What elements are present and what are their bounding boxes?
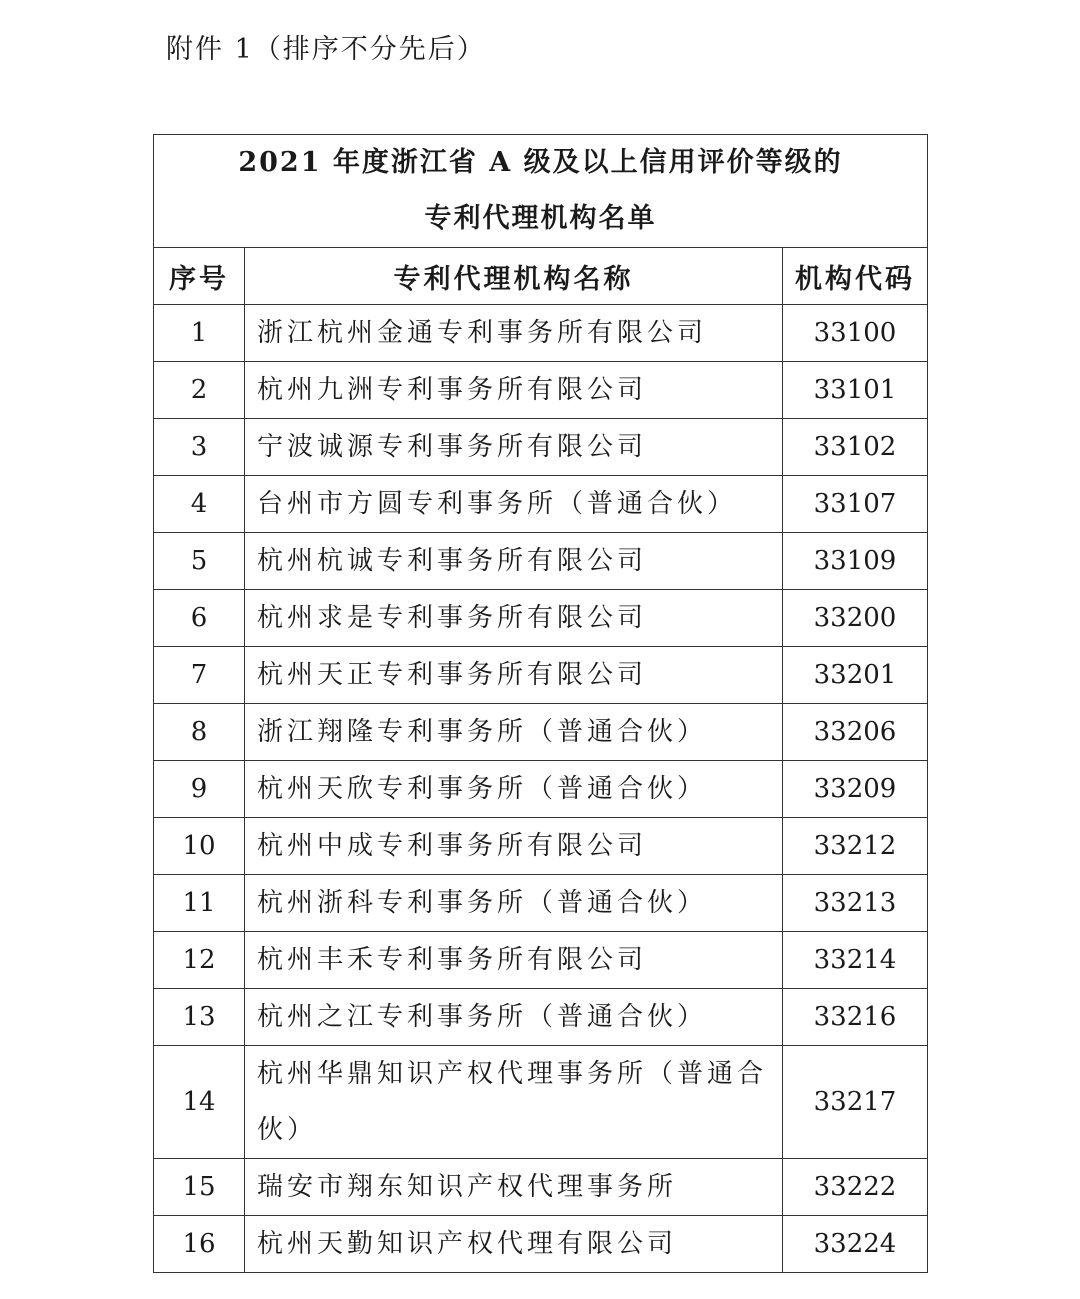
header-name: 专利代理机构名称	[245, 248, 783, 305]
table-row	[154, 533, 928, 590]
row-code: 33209	[783, 761, 928, 818]
table-title-line-1: 2021 年度浙江省 A 级及以上信用评价等级的	[238, 147, 843, 178]
table-title	[154, 135, 928, 248]
table-row	[154, 590, 928, 647]
row-seq: 12	[154, 932, 245, 989]
row-code: 33214	[783, 932, 928, 989]
row-code: 33213	[783, 875, 928, 932]
table-title-line-2: 专利代理机构名单	[424, 203, 657, 234]
header-row	[154, 248, 928, 305]
row-seq: 16	[154, 1216, 245, 1273]
row-code: 33216	[783, 989, 928, 1046]
row-seq: 11	[154, 875, 245, 932]
row-name: 杭州杭诚专利事务所有限公司	[245, 533, 783, 590]
table-row	[154, 1216, 928, 1273]
row-name: 杭州天欣专利事务所（普通合伙）	[245, 761, 783, 818]
row-name: 杭州华鼎知识产权代理事务所（普通合伙）	[245, 1046, 783, 1159]
table-row	[154, 818, 928, 875]
row-code: 33224	[783, 1216, 928, 1273]
attachment-label: 附件 1（排序不分先后）	[166, 34, 486, 65]
row-name: 浙江翔隆专利事务所（普通合伙）	[245, 704, 783, 761]
row-seq: 1	[154, 305, 245, 362]
table-row	[154, 647, 928, 704]
row-code: 33217	[783, 1046, 928, 1159]
table-row	[154, 989, 928, 1046]
row-name: 瑞安市翔东知识产权代理事务所	[245, 1159, 783, 1216]
header-code: 机构代码	[783, 248, 928, 305]
row-name: 宁波诚源专利事务所有限公司	[245, 419, 783, 476]
agency-table	[153, 134, 928, 1273]
header-seq: 序号	[154, 248, 245, 305]
row-code: 33109	[783, 533, 928, 590]
row-seq: 3	[154, 419, 245, 476]
row-code: 33200	[783, 590, 928, 647]
row-code: 33100	[783, 305, 928, 362]
row-name: 杭州九洲专利事务所有限公司	[245, 362, 783, 419]
row-seq: 7	[154, 647, 245, 704]
row-name: 杭州丰禾专利事务所有限公司	[245, 932, 783, 989]
table-row	[154, 932, 928, 989]
table-row	[154, 419, 928, 476]
row-code: 33206	[783, 704, 928, 761]
table-row	[154, 305, 928, 362]
row-seq: 4	[154, 476, 245, 533]
row-name: 杭州之江专利事务所（普通合伙）	[245, 989, 783, 1046]
row-seq: 9	[154, 761, 245, 818]
row-seq: 8	[154, 704, 245, 761]
row-seq: 13	[154, 989, 245, 1046]
row-seq: 2	[154, 362, 245, 419]
table-row	[154, 362, 928, 419]
row-code: 33107	[783, 476, 928, 533]
table-row	[154, 1046, 928, 1159]
row-code: 33102	[783, 419, 928, 476]
table-row	[154, 476, 928, 533]
row-seq: 10	[154, 818, 245, 875]
row-code: 33212	[783, 818, 928, 875]
row-seq: 14	[154, 1046, 245, 1159]
row-name: 杭州天勤知识产权代理有限公司	[245, 1216, 783, 1273]
row-seq: 5	[154, 533, 245, 590]
row-name: 浙江杭州金通专利事务所有限公司	[245, 305, 783, 362]
row-code: 33101	[783, 362, 928, 419]
row-name: 杭州中成专利事务所有限公司	[245, 818, 783, 875]
row-name: 台州市方圆专利事务所（普通合伙）	[245, 476, 783, 533]
row-seq: 15	[154, 1159, 245, 1216]
table-row	[154, 875, 928, 932]
row-name: 杭州浙科专利事务所（普通合伙）	[245, 875, 783, 932]
table-row	[154, 704, 928, 761]
title-row	[154, 135, 928, 248]
row-name: 杭州求是专利事务所有限公司	[245, 590, 783, 647]
table-row	[154, 1159, 928, 1216]
row-code: 33222	[783, 1159, 928, 1216]
row-seq: 6	[154, 590, 245, 647]
row-code: 33201	[783, 647, 928, 704]
table-row	[154, 761, 928, 818]
row-name: 杭州天正专利事务所有限公司	[245, 647, 783, 704]
